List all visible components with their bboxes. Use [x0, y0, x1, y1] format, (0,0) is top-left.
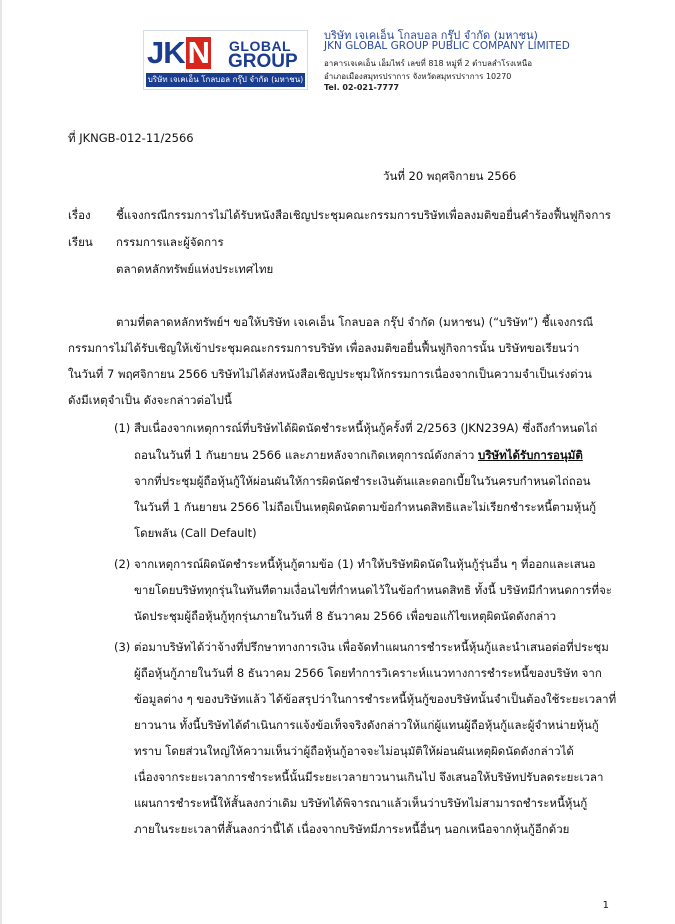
- company-logo: [143, 30, 308, 90]
- logo-jkn-mark: JKN: [147, 35, 210, 70]
- recipient-line-2: ตลาดหลักทรัพย์แห่งประเทศไทย: [116, 262, 274, 276]
- item-line: จากเหตุการณ์ผิดนัดชำระหนี้หุ้นกู้ตามข้อ (1) ทำให้บริษัทผิดนัดในหุ้นกู้รุ่นอื่น ๆ ที่ออกและเสนอ: [134, 557, 596, 571]
- item-line: ขายโดยบริษัททุกรุ่นในทันทีตามเงื่อนไขที่กำหนดไว้ในข้อกำหนดสิทธิ ทั้งนี้ บริษัทมีกำหนดการที่จะ: [134, 583, 612, 597]
- intro-line: ในวันที่ 7 พฤศจิกายน 2566 บริษัทไม่ได้ส่งหนังสือเชิญประชุมให้กรรมการเนื่องจากเป็นความจำเป็นเร่งด่วน: [68, 367, 592, 381]
- logo-band: บริษัท เจเคเอ็น โกลบอล กรุ๊ป จำกัด (มหาชน): [146, 73, 305, 87]
- item-line: ภายในระยะเวลาที่สั้นลงกว่านี้ได้ เนื่องจากบริษัทมีภาระหนี้อื่นๆ นอกเหนือจากหุ้นกู้อีกด้วย: [134, 822, 570, 836]
- company-name-english: JKN GLOBAL GROUP PUBLIC COMPANY LIMITED: [324, 40, 570, 52]
- page-number: 1: [602, 900, 609, 911]
- document-date: วันที่ 20 พฤศจิกายน 2566: [383, 169, 517, 183]
- company-name-thai: บริษัท เจเคเอ็น โกลบอล กรุ๊ป จำกัด (มหาชน): [324, 29, 538, 42]
- address-line-1: อาคารเจเคเอ็น เอ็มไพร์ เลขที่ 818 หมู่ที่ 2 ตำบลสำโรงเหนือ: [324, 59, 532, 68]
- item-number: (3): [114, 640, 131, 654]
- intro-line: ดังมีเหตุจำเป็น ดังจะกล่าวต่อไปนี้: [68, 393, 232, 407]
- emphasis-approved: บริษัทได้รับการอนุมัติ: [478, 448, 583, 462]
- item-line: ยาวนาน ทั้งนี้บริษัทได้ดำเนินการแจ้งข้อเท็จจริงดังกล่าวให้แก่ผู้แทนผู้ถือหุ้นกู้และผู้จำหน่ายหุ้นกู้: [134, 718, 599, 732]
- item-line: ผู้ถือหุ้นกู้ภายในวันที่ 8 ธันวาคม 2566 โดยทำการวิเคราะห์แนวทางการชำระหนี้ของบริษัท จาก: [134, 666, 602, 680]
- item-line: ต่อมาบริษัทได้ว่าจ้างที่ปรึกษาทางการเงิน เพื่อจัดทำแผนการชำระหนี้หุ้นกู้และนำเสนอต่อที่ประชุม: [134, 640, 609, 654]
- item-line: โดยพลัน (Call Default): [134, 526, 257, 540]
- item-number: (2): [114, 557, 131, 571]
- item-line: นัดประชุมผู้ถือหุ้นกู้ทุกรุ่นภายในวันที่ 8 ธันวาคม 2566 เพื่อขอแก้ไขเหตุผิดนัดดังกล่าว: [134, 609, 557, 623]
- item-line: เนื่องจากระยะเวลาการชำระหนี้นั้นมีระยะเวลายาวนานเกินไป จึงเสนอให้บริษัทปรับลดระยะเวลา: [134, 770, 604, 784]
- phone-number: Tel. 02-021-7777: [324, 83, 400, 92]
- address-line-2: อำเภอเมืองสมุทรปราการ จังหวัดสมุทรปราการ 10270: [324, 72, 512, 81]
- recipient-line-1: กรรมการและผู้จัดการ: [116, 235, 224, 249]
- item-line: แผนการชำระหนี้ให้สั้นลงกว่าเดิม บริษัทได้พิจารณาแล้วเห็นว่าบริษัทไม่สามารถชำระหนี้หุ้นกู้: [134, 796, 588, 810]
- subject-text: ชี้แจงกรณีกรรมการไม่ได้รับหนังสือเชิญประชุมคณะกรรมการบริษัทเพื่อลงมติขอยื่นคำร้องฟื้นฟูกิจการ: [116, 208, 611, 222]
- to-label: เรียน: [68, 235, 93, 249]
- item-line: จากที่ประชุมผู้ถือหุ้นกู้ให้ผ่อนผันให้การผิดนัดชำระเงินต้นและดอกเบี้ยในวันครบกำหนดไถ่ถอน: [134, 474, 591, 488]
- logo-group-text: GROUP: [228, 51, 298, 72]
- item-line: ในวันที่ 1 กันยายน 2566 ไม่ถือเป็นเหตุผิดนัดตามข้อกำหนดสิทธิและไม่เรียกชำระหนี้ตามหุ้นกู้: [134, 500, 597, 514]
- item-line: สืบเนื่องจากเหตุการณ์ที่บริษัทได้ผิดนัดชำระหนี้หุ้นกู้ครั้งที่ 2/2563 (JKN239A) ซึ่งถึงกำหนดไถ่: [134, 421, 598, 435]
- subject-label: เรื่อง: [68, 208, 91, 222]
- intro-line: กรรมการไม่ได้รับเชิญให้เข้าประชุมคณะกรรมการบริษัท เพื่อลงมติขอยื่นฟื้นฟูกิจการนั้น บริษัทขอเรียนว่า: [68, 341, 580, 355]
- item-line: ข้อมูลต่าง ๆ ของบริษัทแล้ว ได้ข้อสรุปว่าในการชำระหนี้หุ้นกู้ของบริษัทนั้นจำเป็นต้องใช้ระยะเวลาที่: [134, 692, 617, 706]
- reference-number: ที่ JKNGB-012-11/2566: [68, 131, 194, 145]
- item-line: ถอนในวันที่ 1 กันยายน 2566 และภายหลังจากเกิดเหตุการณ์ดังกล่าว บริษัทได้รับการอนุมัติ: [134, 448, 583, 462]
- item-line: ทราบ โดยส่วนใหญ่ให้ความเห็นว่าผู้ถือหุ้นกู้อาจจะไม่อนุมัติให้ผ่อนผันเหตุผิดนัดดังกล่าวได้: [134, 744, 574, 758]
- item-number: (1): [114, 421, 131, 435]
- logo-global-text: GLOBAL: [229, 38, 292, 54]
- intro-line: ตามที่ตลาดหลักทรัพย์ฯ ขอให้บริษัท เจเคเอ็น โกลบอล กรุ๊ป จำกัด (มหาชน) (“บริษัท”) ชี้แจงกรณี: [116, 315, 594, 329]
